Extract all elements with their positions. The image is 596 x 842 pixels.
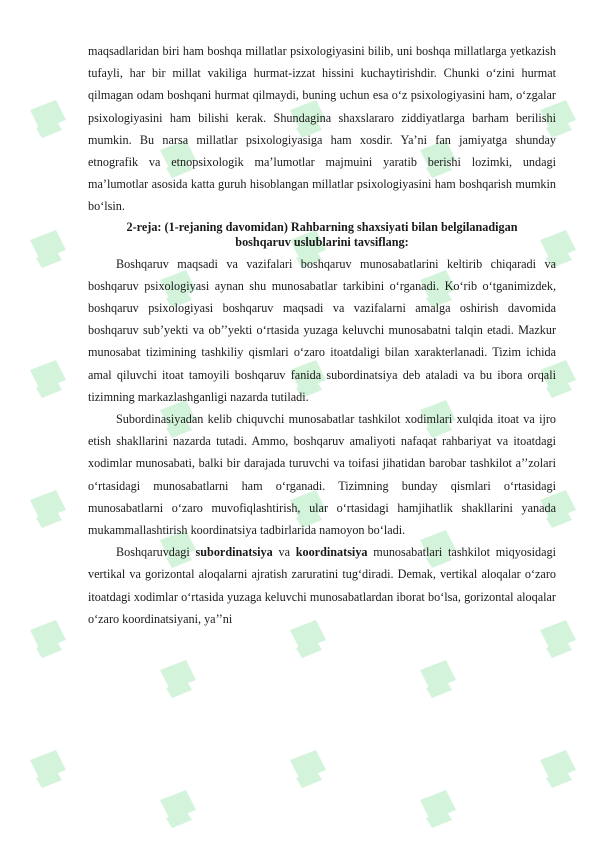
paragraph-4-text-3: munosabatlari tashkilot miqyosidagi vertikal va gorizontal aloqalarni ajratish zaruratini tug‘diradi. Demak, vertikal aloqalar o‘zaro itoatdagi xodimlar o‘rtasida yuzaga keluvchi munosabatlardan iborat bo‘lsa, gorizontal aloqalar o‘zaro koordinatsiyani, ya’’ni bbox=[88, 545, 556, 626]
paragraph-4-text-2: va bbox=[272, 545, 296, 560]
paragraph-4-text-1: Boshqaruvdagi bbox=[116, 545, 196, 560]
term-subordinatsiya: subordinatsiya bbox=[195, 545, 273, 560]
paragraph-4 bbox=[88, 541, 556, 630]
document-page bbox=[88, 40, 556, 630]
intro-paragraph: maqsadlaridan biri ham boshqa millatlar psixologiyasini bilib, uni boshqa millatlarga yetkazish tufayli, har bir millat vakiliga hurmat-izzat hissini kuchaytirishdir. Chunki o‘zini hurmat qilmagan odam boshqani hurmat qilmaydi, buning uchun esa o‘z psixologiyasini ham, o‘zgalar psixologiyasini ham bilishi kerak. Shundagina shaxslararo ziddiyatlarga barham berilishi mumkin. Bu narsa millatlar psixologiyasiga ham xosdir. Ya’ni fan jamiyatga shunday etnografik va etnopsixologik ma’lumotlar majmuini yaratib berishi lozimki, undagi ma’lumotlar asosida katta guruh hisoblangan millatlar psixologiyasini ham boshqarish mumkin bo‘lsin. bbox=[88, 44, 556, 214]
paragraph-2: Boshqaruv maqsadi va vazifalari boshqaruv munosabatlarini keltirib chiqaradi va boshqaruv psixologiyasi aynan shu munosabatlar tarkibini o‘rganadi. Ko‘rib o‘tganimizdek, boshqaruv psixologiyasi boshqaruv maqsadi va vazifalarni amalga oshirish davomida boshqaruv sub’yekti va ob’’yekti o‘rtasida yuzaga keluvchi munosabatni talqin etadi. Mazkur munosabat tizimining tashkiliy qismlari o‘zaro itoatdaligi bilan xarakterlanadi. Tizim ichida amal qiluvchi itoat tamoyili boshqaruv fanida subordinatsiya deb ataladi va bu ibora orqali tizimning markazlashganligi nazarda tutiladi. bbox=[88, 256, 556, 404]
section-heading bbox=[88, 218, 556, 253]
section-heading-line-2: boshqaruv uslublarini tavsiflang: bbox=[235, 234, 409, 249]
term-koordinatsiya: koordinatsiya bbox=[295, 545, 368, 560]
paragraph-3: Subordinasiyadan kelib chiquvchi munosabatlar tashkilot xodimlari xulqida itoat va ijro etish shakllarini nazarda tutadi. Ammo, boshqaruv amaliyoti nafaqat rahbariyat va itoatdagi xodimlar munosabati, balki bir darajada turuvchi va toifasi jihatidan barobar tashkilot a’’zolari o‘rtasidagi munosabatlarni ham o‘rganadi. Tizimning bunday qismlari o‘rtasidagi munosabatlarni o‘zaro muvofiqlashtirish, ular o‘rtasidagi hamjihatlik shakllarini yanada mukammallashtirish koordinatsiya tadbirlarida namoyon bo‘ladi. bbox=[88, 412, 556, 538]
section-heading-line-1: 2-reja: (1-rejaning davomidan) Rahbarning shaxsiyati bilan belgilanadigan bbox=[126, 219, 518, 234]
